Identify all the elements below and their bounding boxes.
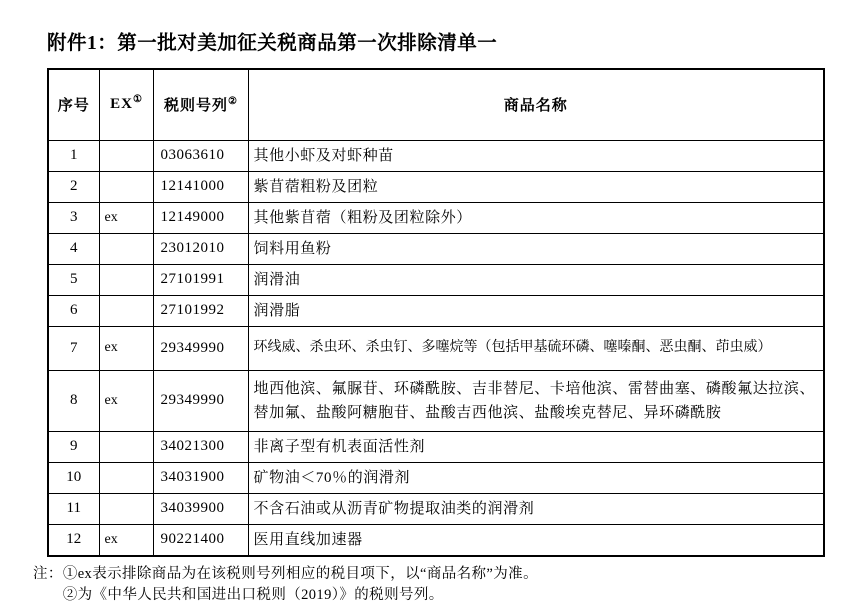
table-row bbox=[48, 171, 824, 202]
header-name-label: 商品名称 bbox=[504, 98, 568, 114]
table-row bbox=[48, 370, 824, 431]
table-row bbox=[48, 295, 824, 326]
header-code-label: 税则号列 bbox=[164, 98, 228, 114]
cell-ex: ex bbox=[99, 370, 153, 431]
cell-code: 27101991 bbox=[153, 264, 248, 295]
footnotes bbox=[33, 564, 823, 607]
cell-name: 地西他滨、氟脲苷、环磷酰胺、吉非替尼、卡培他滨、雷替曲塞、磷酸氟达拉滨、替加氟、盐酸阿糖胞苷、盐酸吉西他滨、盐酸埃克替尼、异环磷酰胺 bbox=[248, 370, 824, 431]
cell-name: 饲料用鱼粉 bbox=[248, 233, 824, 264]
cell-ex: ex bbox=[99, 202, 153, 233]
cell-code: 34021300 bbox=[153, 431, 248, 462]
footnote-ref-1: ① bbox=[133, 94, 142, 105]
cell-index: 6 bbox=[48, 295, 99, 326]
cell-index: 5 bbox=[48, 264, 99, 295]
exclusion-list-table bbox=[47, 68, 825, 557]
cell-ex bbox=[99, 171, 153, 202]
cell-ex bbox=[99, 431, 153, 462]
header-row bbox=[48, 69, 824, 140]
cell-name: 环线威、杀虫环、杀虫钉、多噻烷等（包括甲基硫环磷、噻嗪酮、恶虫酮、茚虫威） bbox=[248, 326, 824, 370]
table-body bbox=[48, 140, 824, 556]
cell-index: 12 bbox=[48, 524, 99, 556]
cell-ex: ex bbox=[99, 326, 153, 370]
cell-code: 23012010 bbox=[153, 233, 248, 264]
footnote-2 bbox=[33, 585, 823, 607]
cell-name: 润滑脂 bbox=[248, 295, 824, 326]
cell-name: 其他小虾及对虾种苗 bbox=[248, 140, 824, 171]
footnote-1-text: ①ex表示排除商品为在该税则号列相应的税目项下，以“商品名称”为准。 bbox=[63, 566, 538, 582]
cell-ex: ex bbox=[99, 524, 153, 556]
cell-index: 7 bbox=[48, 326, 99, 370]
table-row bbox=[48, 264, 824, 295]
header-ex bbox=[99, 69, 153, 140]
cell-ex bbox=[99, 462, 153, 493]
cell-code: 34031900 bbox=[153, 462, 248, 493]
table-row bbox=[48, 233, 824, 264]
footnote-ref-2: ② bbox=[228, 96, 237, 107]
cell-ex bbox=[99, 233, 153, 264]
cell-name: 非离子型有机表面活性剂 bbox=[248, 431, 824, 462]
table-row bbox=[48, 431, 824, 462]
header-index bbox=[48, 69, 99, 140]
cell-name: 其他紫苜蓿（粗粉及团粒除外） bbox=[248, 202, 824, 233]
table-row bbox=[48, 493, 824, 524]
table-row bbox=[48, 140, 824, 171]
cell-index: 3 bbox=[48, 202, 99, 233]
cell-code: 29349990 bbox=[153, 326, 248, 370]
cell-name: 矿物油＜70％的润滑剂 bbox=[248, 462, 824, 493]
cell-code: 27101992 bbox=[153, 295, 248, 326]
header-name bbox=[248, 69, 824, 140]
cell-code: 29349990 bbox=[153, 370, 248, 431]
table-row bbox=[48, 202, 824, 233]
cell-index: 9 bbox=[48, 431, 99, 462]
cell-name: 润滑油 bbox=[248, 264, 824, 295]
cell-code: 12141000 bbox=[153, 171, 248, 202]
page-title: 附件1：第一批对美加征关税商品第一次排除清单一 bbox=[47, 27, 823, 55]
header-code bbox=[153, 69, 248, 140]
cell-name: 不含石油或从沥青矿物提取油类的润滑剂 bbox=[248, 493, 824, 524]
header-ex-label: EX bbox=[110, 96, 133, 112]
table-row bbox=[48, 326, 824, 370]
cell-ex bbox=[99, 140, 153, 171]
cell-index: 1 bbox=[48, 140, 99, 171]
cell-index: 2 bbox=[48, 171, 99, 202]
footnote-1 bbox=[33, 564, 823, 586]
cell-index: 10 bbox=[48, 462, 99, 493]
cell-code: 34039900 bbox=[153, 493, 248, 524]
cell-name: 医用直线加速器 bbox=[248, 524, 824, 556]
cell-code: 12149000 bbox=[153, 202, 248, 233]
cell-name: 紫苜蓿粗粉及团粒 bbox=[248, 171, 824, 202]
cell-code: 90221400 bbox=[153, 524, 248, 556]
cell-index: 11 bbox=[48, 493, 99, 524]
cell-index: 8 bbox=[48, 370, 99, 431]
footnote-2-text: ②为《中华人民共和国进出口税则（2019）》的税则号列。 bbox=[63, 587, 444, 603]
cell-ex bbox=[99, 493, 153, 524]
header-index-label: 序号 bbox=[58, 98, 90, 114]
table-row bbox=[48, 462, 824, 493]
cell-ex bbox=[99, 295, 153, 326]
table-row bbox=[48, 524, 824, 556]
cell-code: 03063610 bbox=[153, 140, 248, 171]
cell-index: 4 bbox=[48, 233, 99, 264]
footnote-prefix: 注： bbox=[33, 566, 63, 582]
cell-ex bbox=[99, 264, 153, 295]
